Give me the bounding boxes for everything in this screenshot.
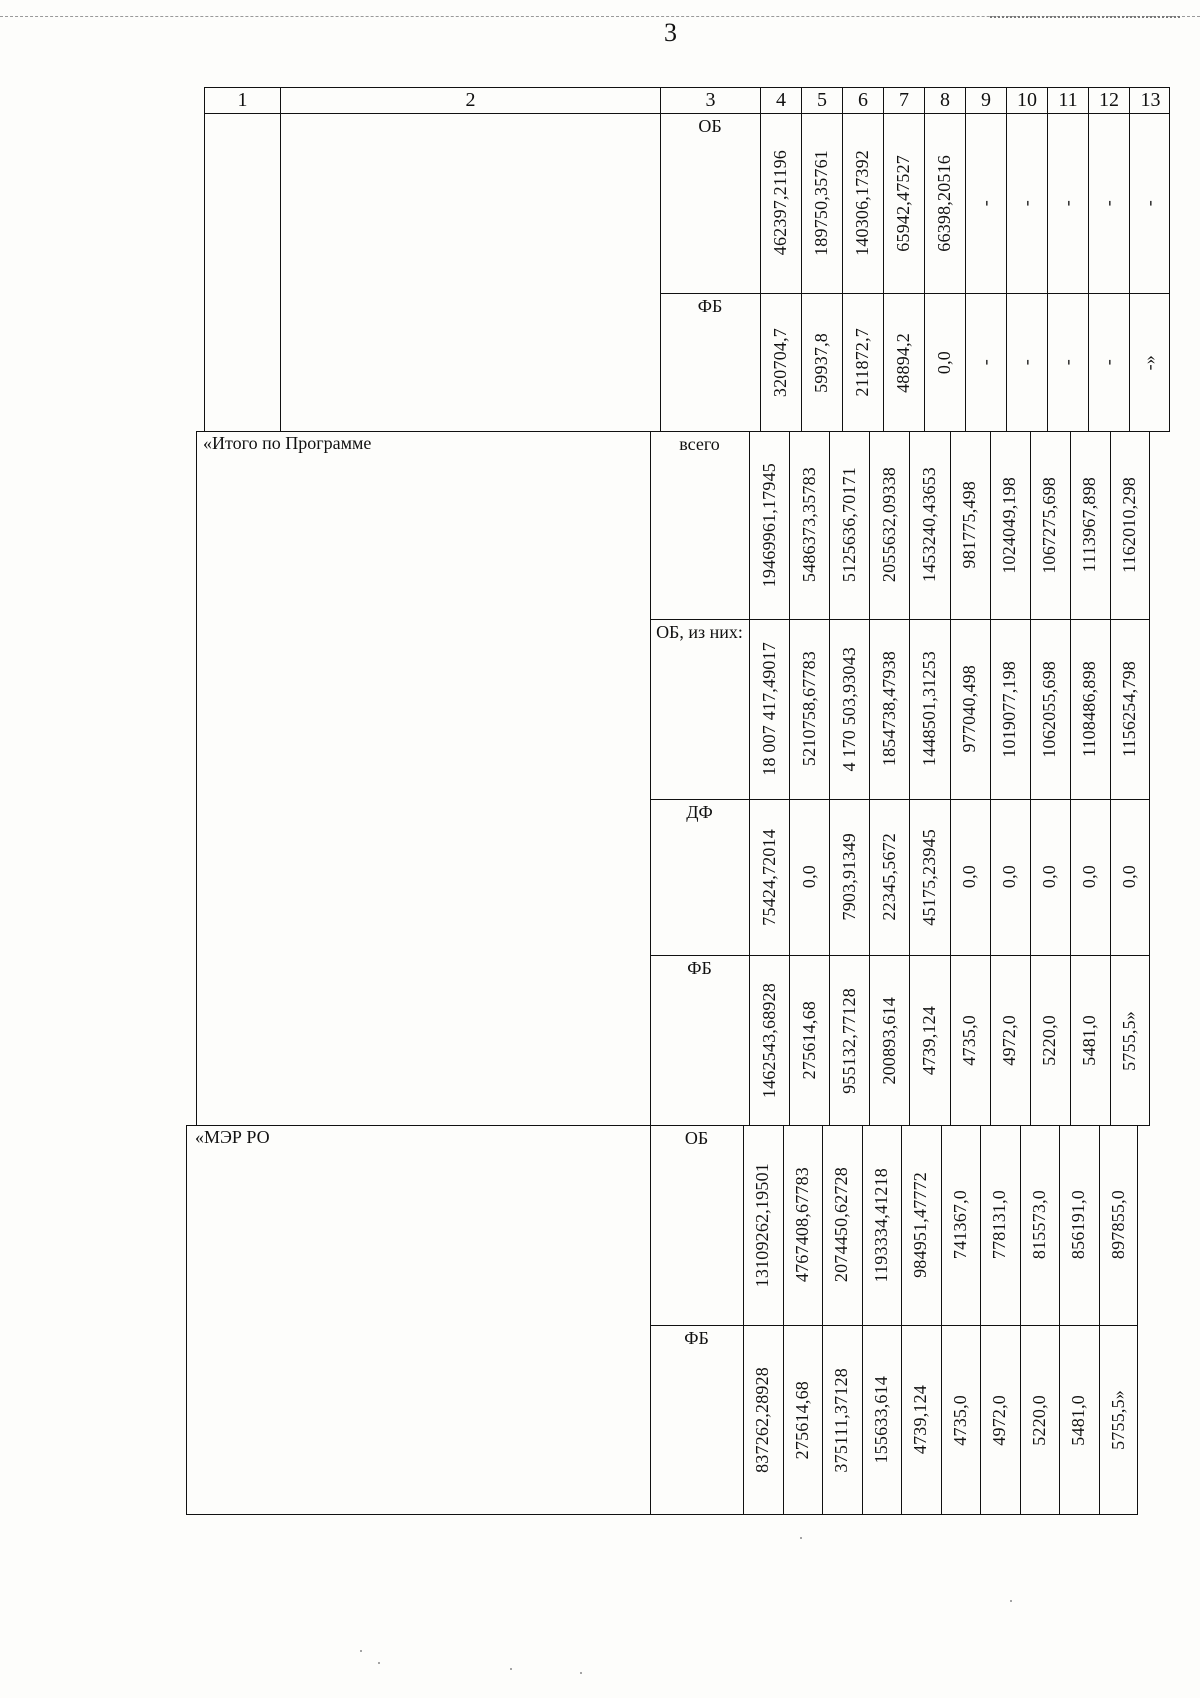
value-cell: [1006, 299, 1047, 426]
value-cell: [743, 1131, 783, 1319]
value-cell: [760, 299, 801, 426]
value-text: 375111,37128: [831, 1367, 852, 1473]
header-col-11: 11: [1048, 88, 1089, 114]
row-divider: [660, 293, 1170, 294]
value-text: 1067275,698: [1039, 476, 1060, 574]
value-cell: [829, 437, 869, 613]
value-text: 1854738,47938: [878, 651, 899, 767]
value-text: 7903,91349: [838, 833, 859, 921]
value-cell: [924, 299, 965, 426]
header-col-1: 1: [205, 88, 281, 114]
value-text: -: [1098, 199, 1118, 207]
value-text: -: [1016, 199, 1036, 207]
value-text: 320704,7: [770, 327, 790, 398]
section-title-total: «Итого по Программе: [203, 433, 372, 453]
value-cell: [909, 805, 949, 949]
value-cell: [749, 625, 789, 793]
value-text: 0,0: [934, 350, 954, 375]
value-text: -: [975, 359, 995, 366]
value-cell: [1047, 299, 1088, 426]
value-cell: [941, 1331, 981, 1509]
table-header-row: [204, 87, 1170, 114]
value-cell: [783, 1331, 823, 1509]
value-cell: [1129, 299, 1170, 426]
value-text: 5220,0: [1028, 1394, 1049, 1446]
value-text: 4735,0: [959, 1015, 980, 1066]
value-text: -: [1139, 199, 1159, 207]
value-text: 200893,614: [878, 996, 899, 1085]
value-text: 48894,2: [893, 332, 913, 393]
top-scan-line-right: [990, 16, 1180, 18]
value-text: 22345,5672: [878, 833, 899, 921]
funding-source-label: всего: [679, 434, 720, 454]
value-text: -: [1057, 199, 1077, 207]
value-cell: [1030, 805, 1070, 949]
header-col-12: 12: [1089, 88, 1130, 114]
value-cell: [1110, 805, 1150, 949]
value-text: 741367,0: [949, 1190, 970, 1260]
value-cell: [1070, 625, 1110, 793]
value-cell: [950, 961, 990, 1120]
value-cell: [1059, 1331, 1099, 1509]
value-cell: [883, 119, 924, 287]
value-cell: [829, 805, 869, 949]
value-text: 45175,23945: [918, 828, 939, 926]
row-divider: [650, 619, 1150, 620]
header-col-4: 4: [761, 88, 802, 114]
value-cell: [950, 437, 990, 613]
value-text: 4972,0: [999, 1015, 1020, 1066]
value-text: 1448501,31253: [918, 651, 939, 767]
section-title-mer: «МЭР РО: [195, 1127, 270, 1147]
value-text: 5220,0: [1039, 1015, 1060, 1066]
value-text: 5755,5»: [1107, 1390, 1128, 1450]
value-text: 5125636,70171: [838, 467, 859, 583]
value-cell: [1070, 961, 1110, 1120]
col-divider: [660, 113, 661, 432]
value-text: 815573,0: [1028, 1190, 1049, 1260]
value-text: 1462543,68928: [758, 982, 779, 1099]
value-text: 75424,72014: [758, 828, 779, 926]
value-cell: [862, 1131, 902, 1319]
value-text: 2074450,62728: [831, 1167, 852, 1283]
value-text: -: [1098, 359, 1118, 366]
header-col-9: 9: [966, 88, 1007, 114]
value-cell: [869, 625, 909, 793]
value-cell: [822, 1131, 862, 1319]
value-cell: [801, 119, 842, 287]
value-cell: [1030, 437, 1070, 613]
value-text: 66398,20516: [934, 154, 954, 252]
value-cell: [1110, 625, 1150, 793]
value-cell: [743, 1331, 783, 1509]
value-text: 18 007 417,49017: [758, 642, 779, 776]
header-col-2: 2: [281, 88, 661, 114]
value-text: 1024049,198: [999, 476, 1020, 574]
value-text: 19469961,17945: [758, 462, 779, 588]
value-text: 275614,68: [798, 1001, 819, 1080]
value-cell: [901, 1131, 941, 1319]
value-text: 5210758,67783: [798, 651, 819, 767]
value-cell: [869, 805, 909, 949]
value-cell: [869, 437, 909, 613]
value-text: 955132,77128: [838, 987, 859, 1094]
value-cell: [862, 1331, 902, 1509]
value-cell: [749, 961, 789, 1120]
value-text: 5755,5»: [1119, 1010, 1140, 1071]
value-text: 5486373,35783: [798, 467, 819, 583]
value-cell: [990, 961, 1030, 1120]
row-divider: [650, 955, 1150, 956]
value-text: 4739,124: [918, 1005, 939, 1076]
value-text: 1113967,898: [1079, 477, 1100, 573]
value-text: 0,0: [1079, 865, 1100, 889]
scan-speck: [360, 1650, 362, 1652]
value-cell: [842, 299, 883, 426]
value-text: 5481,0: [1079, 1015, 1100, 1066]
value-cell: [990, 625, 1030, 793]
funding-source-label: ФБ: [687, 958, 712, 978]
value-cell: [990, 805, 1030, 949]
value-text: 0,0: [1039, 865, 1060, 889]
value-cell: [1020, 1131, 1060, 1319]
value-cell: [760, 119, 801, 287]
header-col-6: 6: [843, 88, 884, 114]
value-text: -: [1057, 359, 1077, 366]
scan-speck: [800, 1537, 802, 1539]
value-cell: [801, 299, 842, 426]
value-text: 1162010,298: [1119, 476, 1140, 574]
value-cell: [1110, 961, 1150, 1120]
funding-source-label: ОБ, из них:: [656, 622, 743, 642]
value-cell: [749, 805, 789, 949]
page-number: 3: [664, 18, 677, 47]
value-cell: [980, 1331, 1020, 1509]
value-cell: [990, 437, 1030, 613]
value-cell: [749, 437, 789, 613]
value-text: 0,0: [999, 865, 1020, 889]
value-cell: [829, 625, 869, 793]
value-text: 0,0: [1119, 865, 1140, 889]
funding-source-label: ФБ: [684, 1328, 709, 1348]
value-cell: [909, 625, 949, 793]
scan-speck: [510, 1668, 512, 1670]
value-text: 1453240,43653: [918, 467, 939, 583]
value-cell: [783, 1131, 823, 1319]
funding-source-label: ДФ: [686, 802, 713, 822]
value-cell: [1030, 961, 1070, 1120]
value-text: 462397,21196: [770, 150, 790, 256]
value-cell: [909, 437, 949, 613]
value-cell: [1099, 1131, 1139, 1319]
value-text: 1019077,198: [999, 660, 1020, 758]
value-text: -: [1016, 359, 1036, 366]
value-text: 1108486,898: [1079, 660, 1100, 758]
value-text: 981775,498: [959, 481, 980, 569]
value-text: 59937,8: [811, 332, 831, 393]
value-cell: [789, 437, 829, 613]
value-text: 778131,0: [989, 1190, 1010, 1260]
value-cell: [829, 961, 869, 1120]
value-cell: [1110, 437, 1150, 613]
value-text: 211872,7: [852, 328, 872, 397]
row-divider: [650, 1325, 1138, 1326]
value-cell: [1006, 119, 1047, 287]
header-col-3: 3: [661, 88, 761, 114]
value-text: 4972,0: [989, 1394, 1010, 1446]
value-text: 155633,614: [870, 1376, 891, 1464]
value-cell: [901, 1331, 941, 1509]
value-cell: [789, 625, 829, 793]
value-cell: [789, 805, 829, 949]
scan-speck: [580, 1672, 582, 1674]
value-cell: [950, 625, 990, 793]
value-cell: [924, 119, 965, 287]
value-text: 4739,124: [910, 1385, 931, 1455]
funding-source-label: ОБ: [698, 116, 722, 136]
value-cell: [1070, 805, 1110, 949]
header-col-13: 13: [1140, 89, 1161, 111]
value-cell: [842, 119, 883, 287]
value-cell: [883, 299, 924, 426]
value-text: 984951,47772: [910, 1172, 931, 1278]
header-col-7: 7: [884, 88, 925, 114]
value-cell: [1047, 119, 1088, 287]
scan-speck: [378, 1662, 380, 1664]
value-text: 275614,68: [791, 1380, 812, 1460]
value-cell: [1088, 119, 1129, 287]
value-text: -: [975, 199, 995, 207]
value-cell: [965, 299, 1006, 426]
value-cell: [869, 961, 909, 1120]
value-text: 0,0: [798, 865, 819, 889]
value-text: 977040,498: [959, 665, 980, 753]
value-cell: [1020, 1331, 1060, 1509]
value-text: 4 170 503,93043: [838, 646, 859, 772]
header-col-8: 8: [925, 88, 966, 114]
col-divider: [650, 1125, 651, 1515]
funding-source-label: ФБ: [697, 296, 723, 316]
value-text: 897855,0: [1107, 1190, 1128, 1260]
value-text: 856191,0: [1068, 1190, 1089, 1260]
value-cell: [980, 1131, 1020, 1319]
scan-speck: [1010, 1600, 1012, 1602]
value-text: 65942,47527: [893, 154, 913, 252]
value-cell: [965, 119, 1006, 287]
col-divider: [280, 113, 281, 432]
funding-source-label: ОБ: [684, 1128, 709, 1148]
value-text: 140306,17392: [852, 150, 872, 256]
col-divider: [650, 431, 651, 1126]
value-text: 189750,35761: [811, 150, 831, 256]
value-cell: [1099, 1331, 1139, 1509]
value-cell: [789, 961, 829, 1120]
value-text: 5481,0: [1068, 1394, 1089, 1446]
row-divider: [650, 799, 1150, 800]
value-cell: [1059, 1131, 1099, 1319]
value-cell: [1030, 625, 1070, 793]
value-cell: [822, 1331, 862, 1509]
value-text: -»: [1139, 354, 1159, 371]
value-cell: [1088, 299, 1129, 426]
header-col-10: 10: [1007, 88, 1048, 114]
value-text: 1156254,798: [1119, 660, 1140, 758]
value-text: 0,0: [959, 865, 980, 889]
value-cell: [941, 1131, 981, 1319]
value-cell: [1129, 119, 1170, 287]
value-cell: [950, 805, 990, 949]
value-text: 837262,28928: [752, 1367, 773, 1473]
value-text: 4735,0: [949, 1394, 970, 1446]
value-cell: [1070, 437, 1110, 613]
value-text: 13109262,19501: [752, 1162, 773, 1288]
value-text: 1193334,41218: [870, 1167, 891, 1283]
value-text: 1062055,698: [1039, 660, 1060, 758]
value-text: 2055632,09338: [878, 467, 899, 583]
header-col-5: 5: [802, 88, 843, 114]
value-text: 4767408,67783: [791, 1167, 812, 1283]
value-cell: [909, 961, 949, 1120]
